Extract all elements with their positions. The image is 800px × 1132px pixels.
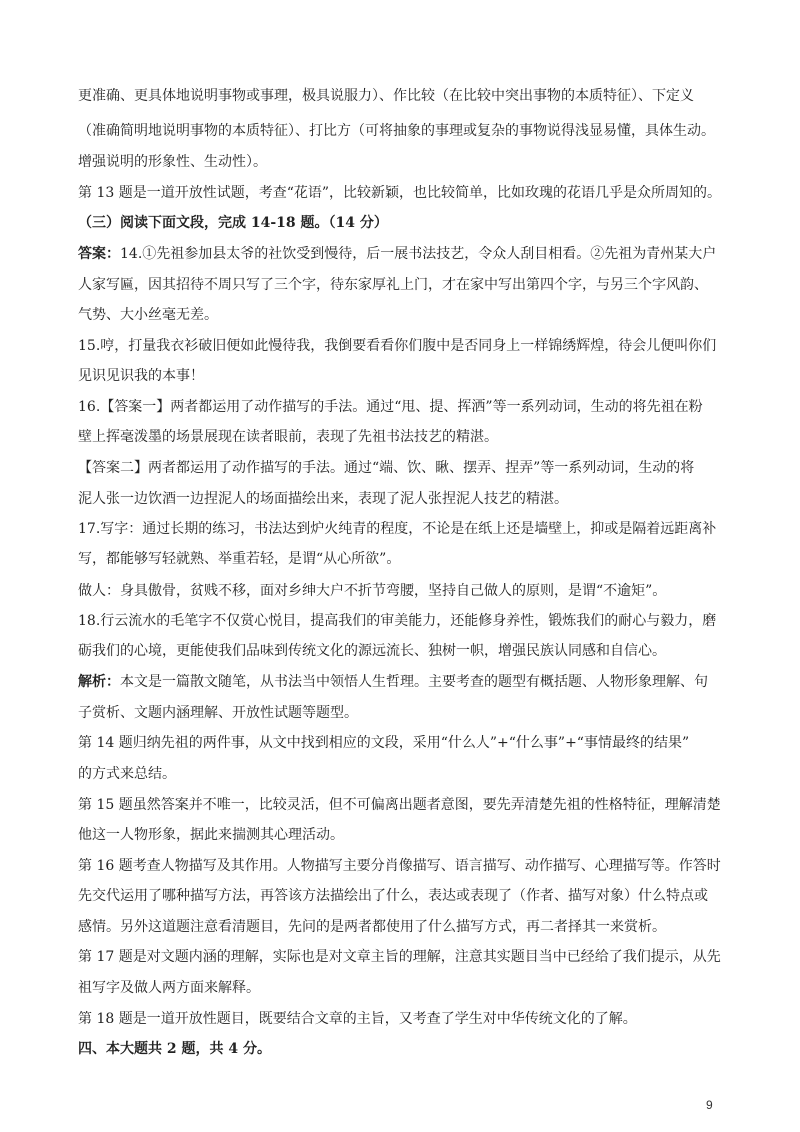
text-line: 第 18 题是一道开放性题目，既要结合文章的主旨，又考查了学生对中华传统文化的了解。	[78, 1011, 637, 1027]
text-line: 更准确、更具体地说明事物或事理，极具说服力）、作比较（在比较中突出事物的本质特征）、下定义	[78, 88, 694, 104]
text-line: 16.【答案一】两者都运用了动作描写的手法。通过“甩、提、挥洒”等一系列动词，生动的将先祖在粉	[78, 399, 703, 415]
text-line: 砺我们的心境，更能使我们品味到传统文化的源远流长、独树一帜，增强民族认同感和自信心。	[78, 643, 666, 659]
text-line: 的方式来总结。	[78, 766, 176, 782]
text-line: 气势、大小丝毫无差。	[78, 307, 218, 323]
section-heading: 四、本大题共 2 题，共 4 分。	[78, 1041, 271, 1057]
text-line: 见识见识我的本事！	[78, 368, 204, 384]
analysis-label: 解析：	[78, 674, 120, 690]
text-line: 第 16 题考查人物描写及其作用。人物描写主要分肖像描写、语言描写、动作描写、心理描写等。作答时	[78, 858, 721, 874]
text-line: 祖写字及做人两方面来解释。	[78, 980, 260, 996]
text-line: 写，都能够写轻就熟、举重若轻，是谓“从心所欲”。	[78, 551, 401, 567]
text-line: （准确简明地说明事物的本质特征）、打比方（可将抽象的事理或复杂的事物说得浅显易懂，具体生动。	[78, 123, 715, 139]
text-line: 人家写匾，因其招待不周只写了三个字，待东家厚礼上门，才在家中写出第四个字，与另三个字风韵、	[78, 277, 708, 293]
text-line: 先交代运用了哪种描写方法，再答该方法描绘出了什么，表达或表现了（作者、描写对象）什么特点或	[78, 888, 708, 904]
text-line: 第 15 题虽然答案并不唯一，比较灵活，但不可偏离出题者意图，要先弄清楚先祖的性格特征，理解清楚	[78, 797, 721, 813]
text-line: 17.写字：通过长期的练习，书法达到炉火纯青的程度，不论是在纸上还是墙壁上，抑或是隔着远距离补	[78, 521, 717, 537]
analysis-line	[78, 672, 708, 692]
text-line: 第 17 题是对文题内涵的理解，实际也是对文章主旨的理解，注意其实题目当中已经给了我们提示，从先	[78, 949, 721, 965]
answer-line	[78, 244, 716, 264]
text-line: 18.行云流水的毛笔字不仅赏心悦目，提高我们的审美能力，还能修身养性，锻炼我们的耐心与毅力，磨	[78, 613, 717, 629]
text-line: 第 14 题归纳先祖的两件事，从文中找到相应的文段，采用“什么人”+“什么事”+“事情最终的结果”	[78, 735, 690, 751]
text-line: 第 13 题是一道开放性试题，考查“花语”，比较新颖，也比较简单，比如玫瑰的花语几乎是众所周知的。	[78, 185, 722, 201]
text-line: 增强说明的形象性、生动性）。	[78, 154, 267, 170]
text-line: 泥人张一边饮酒一边捏泥人的场面描绘出来，表现了泥人张捏泥人技艺的精湛。	[78, 491, 568, 507]
section-heading: （三）阅读下面文段，完成 14-18 题。（14 分）	[78, 215, 388, 231]
text-line: 15.哼，打量我衣衫破旧便如此慢待我，我倒要看看你们腹中是否同身上一样锦绣辉煌，待会儿便叫你们	[78, 338, 717, 354]
page-number: 9	[706, 1098, 713, 1112]
text-line: 感情。另外这道题注意看清题目，先问的是两者都使用了什么描写方式，再二者择其一来赏析。	[78, 919, 666, 935]
text-line: 【答案二】两者都运用了动作描写的手法。通过“端、饮、瞅、摆弄、捏弄”等一系列动词，生动的将	[78, 460, 695, 476]
text-line: 子赏析、文题内涵理解、开放性试题等题型。	[78, 705, 358, 721]
text-line: 做人：身具傲骨，贫贱不移，面对乡绅大户不折节弯腰，坚持自己做人的原则，是谓“不逾矩”。	[78, 583, 667, 599]
answer-14-text: 14.①先祖参加县太爷的社饮受到慢待，后一展书法技艺，令众人刮目相看。②先祖为青州某大户	[120, 246, 717, 262]
text-line: 壁上挥毫泼墨的场景展现在读者眼前，表现了先祖书法技艺的精湛。	[78, 429, 498, 445]
answer-label: 答案：	[78, 246, 120, 262]
analysis-text: 本文是一篇散文随笔，从书法当中领悟人生哲理。主要考查的题型有概括题、人物形象理解、句	[120, 674, 708, 690]
text-line: 他这一人物形象，据此来揣测其心理活动。	[78, 827, 344, 843]
